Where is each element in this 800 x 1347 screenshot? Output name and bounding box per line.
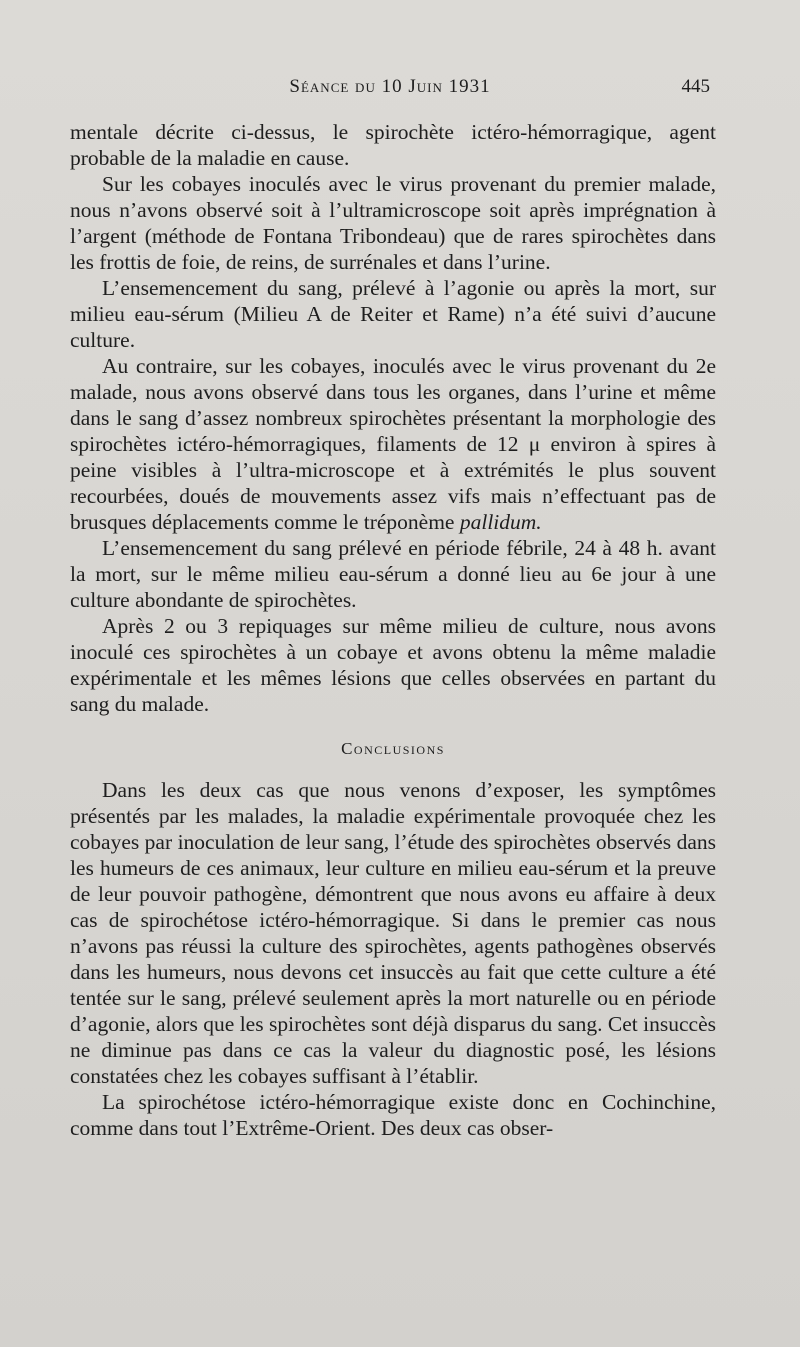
paragraph: La spirochétose ictéro-hémorragique existe donc en Cochinchine, comme dans tout l’Extrême-Orient. Des deux cas obser- — [70, 1090, 716, 1140]
paragraph: L’ensemencement du sang, prélevé à l’agonie ou après la mort, sur milieu eau-sérum (Milieu A de Reiter et Rame) n’a été suivi d’aucune culture. — [70, 276, 716, 352]
body-text — [70, 119, 716, 1141]
paragraph: mentale décrite ci-dessus, le spirochète ictéro-hémorragique, agent probable de la maladie en cause. — [70, 120, 716, 170]
paragraph — [70, 353, 716, 535]
page-number: 445 — [681, 76, 710, 97]
running-head: Séance du 10 Juin 1931 — [289, 76, 491, 97]
italic-term: pallidum. — [459, 510, 542, 534]
paragraph: L’ensemencement du sang prélevé en période fébrile, 24 à 48 h. avant la mort, sur le même milieu eau-sérum a donné lieu au 6e jour à une culture abondante de spirochètes. — [70, 536, 716, 612]
page-header — [70, 76, 710, 106]
paragraph: Dans les deux cas que nous venons d’exposer, les symptômes présentés par les malades, la maladie expérimentale provoquée chez les cobayes par inoculation de leur sang, l’étude des spirochètes observés dans les humeurs de ces animaux, leur culture en milieu eau-sérum et la preuve de leur pouvoir pathogène, démontrent que nous avons eu affaire à deux cas de spirochétose ictéro-hémorragique. Si dans le premier cas nous n’avons pas réussi la culture des spirochètes, agents pathogènes observés dans les humeurs, nous devons cet insuccès au fait que cette culture a été tentée sur le sang, prélevé seulement après la mort naturelle ou en période d’agonie, alors que les spirochètes sont déjà disparus du sang. Cet insuccès ne diminue pas dans ce cas la valeur du diagnostic posé, les lésions constatées chez les cobayes suffisant à l’établir. — [70, 778, 716, 1088]
paragraph: Sur les cobayes inoculés avec le virus provenant du premier malade, nous n’avons observé soit à l’ultramicroscope soit après imprégnation à l’argent (méthode de Fontana Tribondeau) que de rares spirochètes dans les frottis de foie, de reins, de surrénales et dans l’urine. — [70, 172, 716, 274]
paragraph: Après 2 ou 3 repiquages sur même milieu de culture, nous avons inoculé ces spirochètes à un cobaye et avons obtenu la même maladie expérimentale et les mêmes lésions que celles observées en partant du sang du malade. — [70, 614, 716, 716]
paragraph-text: Au contraire, sur les cobayes, inoculés avec le virus provenant du 2e malade, nous avons observé dans tous les organes, dans l’urine et même dans le sang d’assez nombreux spirochètes présentant la morphologie des spirochètes ictéro-hémorragiques, filaments de 12 μ environ à spires à peine visibles à l’ultra-microscope et à extrémités le plus souvent recourbées, doués de mouvements assez vifs mais n’effectuant pas de brusques déplacements comme le tréponème — [70, 354, 716, 534]
section-heading: Conclusions — [341, 739, 445, 758]
